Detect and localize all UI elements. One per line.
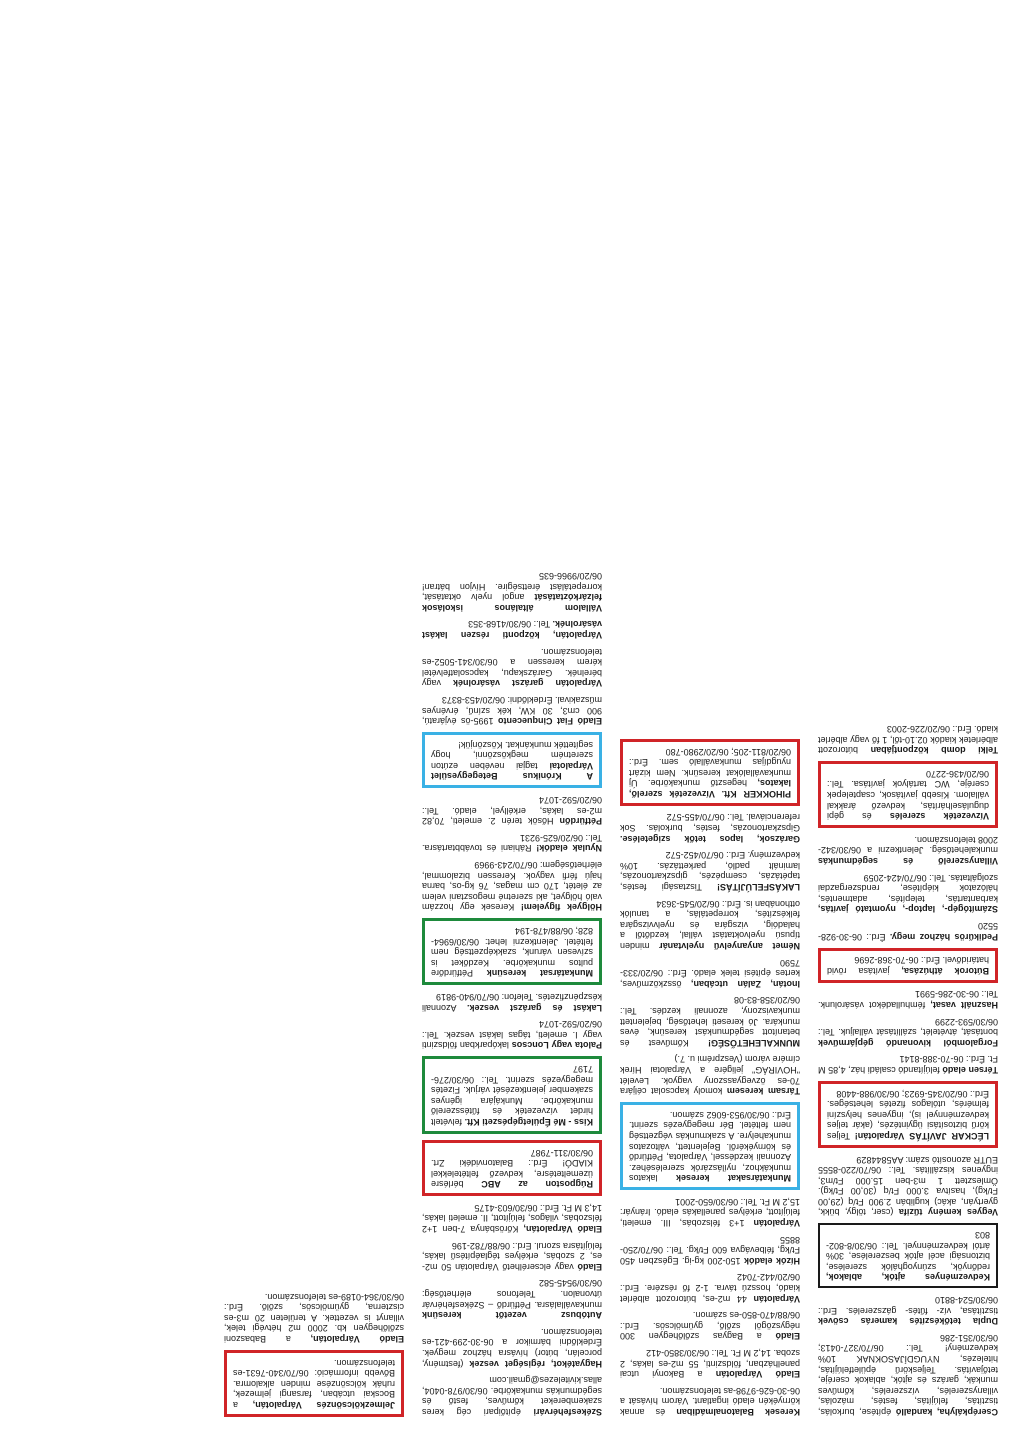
- ad-text: karbantartás, telepítés, adatmentés, hálózatok kiépítése, rendszergazdai szolgáltatás. Tel.: 06/70/424-2059: [818, 872, 998, 904]
- ad-text: Tel.: 06/30/4168-353: [468, 619, 551, 630]
- classified-ad: [422, 1326, 602, 1368]
- ad-text: munkalehetőség. Jelentkezni a 06/30/342-2008 telefonszámon.: [818, 834, 998, 856]
- ad-text: építése, burkolás, tisztítás, felújítás, festés, mázolás, villanyszerelés, vízszerelés, kőműves munkák, garázs és ajtók, ablakok cseréje, tetőjavítás. Teljeskörű épületfelújítás, hitelezés, NYUGDÍJASOKNAK 10% kedvezmény! Tel.: 06/70/327-0413; 06/30/351-286: [817, 1332, 998, 1417]
- classified-ad: [818, 1081, 998, 1148]
- classified-ad: [422, 646, 602, 688]
- ad-heading: LÉCKAR JAVÍTÁS Várpalotán!: [854, 1130, 989, 1141]
- ad-heading: Használt vasat,: [930, 1000, 998, 1010]
- ad-text: javítása rövid határidővel. Érd.: 06-70-368-2696: [827, 955, 989, 976]
- ad-text: Teljes körű biztosítási ügyintézés, (akár teljes kedvezménnyel is), ingyenes helyszíni felmérés, utólagos fizetés lehetséges. Érd.: 06/20/345-6923; 06/30/988-4408: [827, 1088, 989, 1141]
- classified-ad: [818, 920, 998, 941]
- ad-text: vagy bérelnék. Garázskapu, kapcsolatfelvétel kérem keressen a 06/30/341-5052-es telefonszámon.: [422, 646, 602, 689]
- ad-text: bontását, átvételét, szállítását vállaljuk. Tel.: 06/30/593-2299: [818, 1016, 998, 1038]
- classified-ad: [620, 1102, 800, 1190]
- ad-text: Kőrösbánya 7-ben 1+2 félszobás, világos, felújított, II. emeleti lakás, 14,3 M Ft. Érd.: 06/30/603-4175: [422, 1202, 602, 1235]
- classified-ad: [224, 1291, 404, 1344]
- ad-heading: Eladó: [577, 1261, 602, 1272]
- classified-ad: [422, 1202, 602, 1234]
- ad-text: fémhulladékot vásárolunk. Tel.: 06-30-286-5991: [817, 989, 998, 1010]
- classified-ad: [620, 812, 800, 844]
- classified-ad: [818, 1154, 998, 1218]
- ad-text: felvételt hirdet vízvezeték és fűtésszerelő munkakörbe. Munkájára igényes szakember jelentkezését várjuk. Fizetés megegyezés szerint. Tel.: 06/30/276-7197: [431, 1063, 593, 1127]
- ad-text: 1+3 félszobás, III. emeleti, felújított, erkélyes panellakás eladó. Irányár: 15,2 M Ft. Tel.: 06/30/650-2001: [620, 1196, 800, 1229]
- ad-heading: Társam keresem: [726, 1086, 800, 1097]
- ad-text: lakatos munkákhoz, nyílászárók szereléséhez. Azonnali kezdéssel, Várpalota, Pétfürdő és környékéről. Bejelentett, változatos munkahelyre. A szakmunkás végzettség nem feltétel. Bér megegyezés szerint. Érd.: 06/30/953-6062 számon.: [629, 1109, 791, 1184]
- ad-heading: Hagyatékot, régiséget veszek: [469, 1358, 602, 1369]
- classified-ad: [422, 619, 602, 640]
- ad-text: komoly kapcsolat céljára 70-es özvegyasszony vagyok. Levelét "HOVIRÁG" jeligére a Várpalotai Hírek címére várom (Veszprémi u. 7.): [620, 1054, 800, 1097]
- ad-text: építőipari cég keres szakembereket kőműves, festő és segédmunkás munkakörbe. 06/30/978-0404, allas.kivitelezes@gmail.com: [422, 1375, 602, 1417]
- classified-ad: [422, 1278, 602, 1320]
- ad-heading: MUNKALEHETŐSÉG!: [708, 1037, 800, 1048]
- ad-heading: Hölgyek figyelem!: [520, 902, 602, 913]
- ad-heading: Forgalomból kivonandó gépjárművek: [818, 1037, 998, 1048]
- ad-column-1: [818, 26, 998, 1417]
- ad-text: és annak környékén eladó ingatlant. Várom hívását a 06-30-626-9798-as telefonszámon.: [620, 1385, 800, 1417]
- classified-ad: [620, 1196, 800, 1228]
- classified-ad: [818, 1054, 998, 1075]
- ad-text: angol nyelv oktatását, korrepetálást érettségire. Hívjon bátran! 06/20/9966-635: [422, 571, 602, 603]
- ad-heading: Palota vagy Loncsos: [511, 1040, 602, 1051]
- classified-ad: [422, 832, 602, 853]
- ad-heading: Munkatársakat keresek: [675, 1173, 791, 1184]
- ad-text: minden típusú nyelvoktatást vállal, kezdőtől a haladóig, vizsgára és nyelvvizsgára felkészítés, korrepetálás, a tanulók otthonában is. Érd.: 06/20/545-3634: [620, 898, 800, 952]
- ad-text: a Bagyas szőlőhegyen 300 négyszögöl szőlő, gyümölcsös. Erd.: 06/88/470-850-es számon.: [620, 1310, 800, 1342]
- ad-heading: LAKÁSFELÚJÍTÁS!: [717, 882, 800, 893]
- ad-heading: Székesfehérvári: [533, 1407, 602, 1417]
- classified-ad: [620, 995, 800, 1048]
- ad-column-4: [224, 26, 404, 1417]
- ad-heading: Hízók eladók: [744, 1255, 800, 1266]
- ad-heading: Pétfürdőn: [559, 816, 602, 827]
- ad-text: felújítandó családi ház, 4,85 M Ft. Érd.: 06-70-388-8141: [818, 1054, 998, 1075]
- ad-column-3: [422, 26, 602, 1417]
- ad-text: 1995-ös évjáratú, 900 cm3, 30 KW, kék színű, érvényes műszakival. Érdeklődni: 06/20/453-8373: [422, 694, 602, 727]
- ad-heading: Várpalotán, központi részen lakást vásárolnék.: [422, 619, 602, 640]
- ad-text: Keresek egy hozzám való hölgyet, aki szeretné megosztani velem az életét, 170 cm magas, 76 kg-os, barna hajú férfi vagyok. Keressen bizalommal, elérhetőségem: 06/70/243-9969: [422, 860, 602, 913]
- ad-heading: Pedikűrös házhoz megy.: [889, 931, 998, 942]
- classified-ad: [620, 850, 800, 892]
- ad-text: lakóparkban földszinti vagy I. emeleti, tágas lakást veszek. Tel.: 06/20/592-1074: [422, 1019, 602, 1051]
- ad-heading: Telki domb központjában: [870, 745, 998, 756]
- ad-text: bérlésre üzemeltetésre, kedvező feltételekkel KIADÓ! Érd.: Balatonvidéki Zrt. 06/30/311-7987: [431, 1147, 593, 1190]
- ad-heading: Várpalotán garázst vásárolnék: [453, 678, 602, 689]
- classified-ad: [422, 1240, 602, 1272]
- classified-ad: [422, 732, 602, 788]
- ad-text: és gépi duguláselhárítás, kedvező árakkal vállalom. Kisebb javítások, csaptelepek cseréje, WC tartályok javítása. Tel.: 06/20/436-2270: [827, 768, 989, 822]
- ad-heading: Villanyszerelő és segédmunkás: [818, 856, 998, 867]
- ad-text: bútorozott albérletek kiadók 02.10-től, 1 fő vagy albérlet kiadó. Érd.: 06/20/226-2003: [818, 724, 998, 756]
- ad-heading: Cserépkályha, kandalló: [895, 1407, 998, 1417]
- ad-text: a Bakonyi utcai panelházban, földszinti, 55 m2-es lakás, 2 szoba. 14,2 M Ft. Tel.: 06/30/3850-412: [620, 1348, 800, 1380]
- ad-text: Ráhiani és továbbtartásra. Tel.: 06/20/625-9231: [422, 832, 602, 854]
- ad-heading: Vállalom általános iskolások felzárkóztatását: [422, 592, 602, 613]
- classified-ad: [818, 1224, 998, 1289]
- ad-text: hegesztő munkakörbe. Új munkavállalókat keresünk. Nem kizárt nyugdíjas munkavállaló sem. Érd.: 06/20/811-205; 06/20/2980-780: [629, 746, 791, 789]
- classified-ad: [818, 1294, 998, 1326]
- ad-text: 150-200 kg-ig. Egészben 450 Ft/kg, félbevágva 600 Ft/kg. Tel.: 06/70/250-8855: [620, 1234, 800, 1266]
- ad-heading: Eladó Várpalotán,: [310, 1334, 404, 1345]
- ad-text: Kőművest és betanított segédmunkást keresünk, éves munkára. Jó kereseti lehetőség, bejelentett munkaviszony, azonnali kezdés. Tel.: 06/20/358-83-08: [620, 995, 800, 1048]
- classified-ad: [422, 1140, 602, 1196]
- ad-text: Érd.: 06-30-928-5520: [818, 921, 998, 942]
- ad-heading: Eladó Fiat Cinquecento: [498, 716, 602, 727]
- ad-text: 44 m2-es, bútorozott albérlet kiadó, hosszú távra. 1-2 fő részére. Erd.: 06/20/442-7042: [620, 1272, 800, 1304]
- ad-text: tagjai nevében ezúton szeretném megköszönni, hogy segítették munkánkat. Köszönjük!: [431, 739, 593, 771]
- classified-ad: [620, 898, 800, 951]
- ad-text: Tisztasági festés, tapétázás, csempézés, gipszkartonozás, laminált padló, parkettázás. 10% kedvezmény. Erd.: 06/70/452-572: [620, 850, 800, 893]
- ad-text: Pétfürdőre pultos munkakörbe. Kezdőket is szívesen várunk, szakképzettség nem feltétel. Jelentkezni lehet: 06/30/6964-828; 06/88/478-194: [431, 926, 593, 979]
- ad-heading: Bútorok áthúzása,: [901, 965, 989, 976]
- ad-heading: Lakást és garázst veszek.: [467, 1002, 602, 1013]
- classified-ad: [620, 1234, 800, 1266]
- ad-heading: PIHOKKER Kft. Vízvezeték szerelő, lakatos,: [629, 778, 791, 799]
- classified-ad: [818, 872, 998, 914]
- ad-heading: Várpalotán: [753, 1293, 800, 1304]
- ad-heading: Dupla tetőkészítés kamerás csövek: [818, 1316, 998, 1327]
- classified-ad: [422, 991, 602, 1012]
- classified-ad: [818, 948, 998, 983]
- ad-heading: Nyulak eladók!: [536, 843, 602, 854]
- classified-ad: [818, 1332, 998, 1417]
- ad-heading: Eladó: [775, 1331, 800, 1342]
- classified-ad: [620, 739, 800, 806]
- ad-text: (cser, tölgy, bükk, gyertyán, akác) kuglibán 2.900 Ft/q (29,00 Ft/kg), hasítva 3.000 Ft/q (30,00 Ft/kg). Ömlesztett 1 m3-ben 15.000 Ft/m3, ingyenes kiszállítás. Tel.: 06/70/220-8555 EUTR azonosító szám: AA5844829: [818, 1154, 998, 1218]
- classified-ad: [422, 570, 602, 612]
- classified-ad: [620, 1310, 800, 1342]
- classified-ad: [818, 834, 998, 866]
- ad-heading: Számítógép-, laptop-, nyomtató javítás,: [818, 904, 998, 915]
- ad-text: (festmény, porcelán, bútor) hívásra házhoz megyek. Érdeklődni bármikor a 06-30-299-421-es telefonszámon.: [422, 1326, 602, 1369]
- ad-heading: Eladó Várpalotán: [715, 1369, 800, 1380]
- ad-text: Azonnali készpénzfizetés. Telefon: 06/70/940-9819: [422, 992, 602, 1013]
- classified-ad: [620, 957, 800, 989]
- classified-ad: [422, 859, 602, 912]
- classified-ad: [620, 1347, 800, 1379]
- ad-heading: Kiss - Mé Épületgépészeti Kft.: [464, 1116, 593, 1127]
- ad-heading: Várpalotán: [753, 1218, 800, 1229]
- ad-text: a Babaszoni szőlőhegyen kb. 2000 m2 hétvégi telek, villanyt is vezettek. A területen 20 m3-es ciszterna, gyümölcsös, szőlő. Érd.: 06/30/364-0189-es telefonszámon.: [224, 1291, 404, 1345]
- ad-heading: Német anyanyelvű nyelvtanár: [659, 941, 800, 952]
- ad-heading: Vegyes kemény tűzifa: [898, 1207, 998, 1218]
- classified-ad: [422, 795, 602, 827]
- ad-text: Gipszkartonozás, festés, burkolás. Sok referenciával. Tel.: 06/70/455-572: [620, 812, 800, 834]
- ad-heading: Eladó Várpalotán,: [523, 1224, 602, 1235]
- ad-text: összközműves, kertes építési telek eladó. Érd.: 06/20/333-7590: [620, 957, 800, 989]
- ad-heading: Garázsok, lapos tetők szigetelése.: [620, 833, 800, 844]
- ad-heading: Munkatársat keresünk: [486, 968, 593, 979]
- classified-ad: [818, 1016, 998, 1048]
- ad-heading: Kedvezményes ajtók, ablakok,: [826, 1272, 990, 1283]
- classified-ad: [818, 989, 998, 1010]
- classified-ad: [422, 694, 602, 726]
- classified-ad: [818, 761, 998, 828]
- ad-heading: Jelmezkölcsönzés Várpalotán,: [252, 1400, 395, 1410]
- classified-ad: [620, 1054, 800, 1096]
- ad-column-2: [620, 26, 800, 1417]
- classified-ad: [620, 1385, 800, 1417]
- ad-text: redőnyök, szúnyoghálók szerelése, biztonsági acél ajtók beszerelése, 30% ártól kedvezménnyel. Tel.: 06/30/8-802-803: [826, 1230, 990, 1272]
- ad-text: Hősök terén 2. emeleti, 70,82 m2-es lakás, erkéllyel, eladó. Tel.: 06/20/592-1074: [422, 795, 602, 827]
- classified-ad: [422, 1056, 602, 1134]
- classified-ad: [620, 1272, 800, 1304]
- ad-heading: Rúgposton az ABC: [481, 1179, 593, 1190]
- ad-heading: A Krónikus Betegegyesület Várpalotai: [431, 760, 593, 782]
- classified-ad: [422, 1375, 602, 1417]
- classified-ad: [422, 918, 602, 985]
- ad-text: munkavállalásra. Pétfürdő – Székesfehérvár útvonalon. Telefonos elérhetőség: 06/30/9545-582: [422, 1278, 602, 1310]
- classified-ad: [422, 1019, 602, 1051]
- ad-heading: Vízvezeték szerelés: [889, 811, 989, 822]
- ad-heading: Inotán, Zalán utcában,: [691, 978, 800, 989]
- ad-heading: Keresek Balatonalmádiban: [676, 1407, 800, 1417]
- ad-columns: [24, 26, 998, 1417]
- ad-heading: Térsen eladó: [942, 1064, 998, 1075]
- ad-text: a Bocskai utcában, farsangi jelmezek, ruhák kölcsönzése minden alkalomra. Bővebb információ: 06/70/340-7631-es telefonszámon.: [233, 1357, 395, 1410]
- classified-ad: [224, 1350, 404, 1417]
- classified-ad: [818, 724, 998, 756]
- ad-heading: Autóbusz vezetőt keresünk: [422, 1310, 602, 1321]
- ad-text: tisztítása, víz- fűtés- gázszerelés. Erd.: 06/30/524-8810: [818, 1295, 998, 1316]
- ad-text: vagy elcserélhető Várpalotán 50 m2-es, 2 szobás, erkélyes téglaépítésű lakás, felújításra szorul. Erd.: 06/88/782-196: [422, 1240, 602, 1272]
